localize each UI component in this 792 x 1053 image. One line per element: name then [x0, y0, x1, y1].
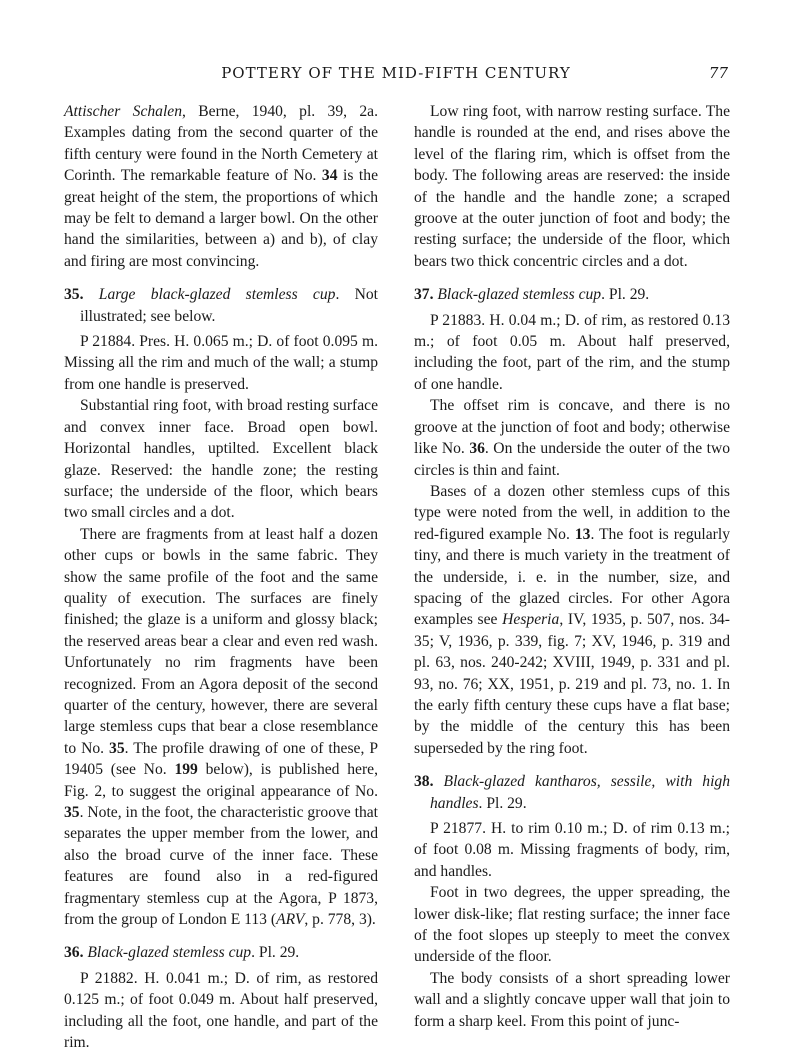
text-span: There are fragments from at least half a dozen other cups or bowls in the same fabric. They show the same profile of the foot and the same quality of execution. The surfaces are finely finished; the glaze is a uniform and glossy black; the reserved areas bear a clear and even red wash. Unfortunately no rim fragments have been recognized. From an Agora deposit of the second quarter of the century, however, there are several large stemless cups that bear a close resemblance to No.	[64, 525, 378, 757]
citation-title: Hesperia	[502, 611, 560, 629]
catalogue-ref: 13	[574, 525, 591, 543]
entry-number: 35.	[64, 286, 84, 304]
text-span: , IV, 1935, p. 507, nos. 34-35; V, 1936, p. 339, fig. 7; XV, 1946, p. 319 and pl. 63, nos. 240-242; XVIII, 1949, p. 331 and pl. 93, no. 76; XX, 1951, p. 219 and pl. 73, no. 1. In the early fifth century these cups have a flat base; by the middle of the century this has been superseded by the ring foot.	[414, 611, 730, 757]
entry-plate: . Pl. 29.	[601, 286, 650, 304]
text-span: Bases of a dozen other stemless cups of this type were noted from the well, in addition to the red-figured example No.	[414, 482, 730, 543]
entry-title: Black-glazed stemless cup	[87, 944, 252, 962]
entry-plate: . Pl. 29.	[251, 944, 300, 962]
running-title: POTTERY OF THE MID-FIFTH CENTURY	[221, 64, 571, 82]
entry-number: 36.	[64, 944, 84, 962]
text-span: is the great height of the stem, the proportions of which may be felt to demand a larger bowl. On the other hand the similarities, between a) and b), of clay and firing are most convincing.	[64, 167, 378, 270]
text-span: below), is published here, Fig. 2, to suggest the original appearance of No.	[64, 761, 378, 800]
paragraph: P 21877. H. to rim 0.10 m.; D. of rim 0.13 m.; of foot 0.08 m. Missing fragments of body, rim, and handles.	[414, 820, 730, 880]
text-span: . Note, in the foot, the characteristic groove that separates the upper member from the lower, and also the broad curve of the inner face. These features are found also in a red-figured fragmentary stemless cup at the Agora, P 1873, from the group of London E 113 (	[64, 804, 378, 929]
text-span: . The profile drawing of one of these, P 19405 (see No.	[64, 739, 378, 779]
citation-title: Attischer Schalen	[64, 103, 183, 120]
paragraph	[414, 481, 730, 759]
entry-title: Black-glazed kantharos, sessile, with high handles	[430, 773, 730, 812]
catalogue-entry-heading	[414, 771, 730, 814]
right-column	[414, 101, 730, 1032]
text-span: . On the underside the outer of the two circles is thin and faint.	[414, 440, 730, 479]
page-number: 77	[708, 64, 728, 82]
paragraph	[64, 101, 378, 272]
catalogue-ref: 34	[321, 167, 338, 185]
paragraph: The body consists of a short spreading lower wall and a slightly concave upper wall that join to form a sharp keel. From this point of junc-	[414, 969, 730, 1030]
text-span: , Berne, 1940, pl. 39, 2a. Examples dating from the second quarter of the fifth century were found in the North Cemetery at Corinth. The remarkable feature of No.	[64, 103, 378, 185]
text-span: , p. 778, 3).	[304, 911, 376, 929]
entry-plate: . Not illustrated; see below.	[80, 286, 378, 325]
entry-title: Large black-glazed stemless cup	[98, 286, 336, 304]
paragraph: P 21883. H. 0.04 m.; D. of rim, as restored 0.13 m.; of foot 0.05 m. About half preserved, including the foot, part of the rim, and the stump of one handle.	[414, 311, 730, 393]
entry-number: 37.	[414, 286, 434, 304]
paragraph	[414, 395, 730, 481]
catalogue-entry-heading	[64, 942, 378, 963]
text-span: . The foot is regularly tiny, and there is much variety in the treatment of the underside, i. e. in the number, size, and spacing of the glazed circles. For other Agora examples see	[414, 525, 730, 629]
catalogue-ref: 35	[64, 804, 80, 821]
entry-title: Black-glazed stemless cup	[437, 286, 602, 304]
citation-title: ARV	[276, 911, 305, 929]
paragraph: Low ring foot, with narrow resting surface. The handle is rounded at the end, and rises above the level of the flaring rim, which is offset from the body. The following areas are reserved: the inside of the handle and the handle zone; a scraped groove at the outer junction of foot and body; the resting surface; the underside of the floor, which bears two thick concentric circles and a dot.	[414, 103, 730, 270]
catalogue-entry-heading	[414, 284, 730, 305]
catalogue-ref: 35	[109, 739, 125, 757]
paragraph: P 21884. Pres. H. 0.065 m.; D. of foot 0.095 m. Missing all the rim and much of the wall; a stump from one handle is preserved.	[64, 333, 378, 393]
catalogue-ref: 199	[174, 761, 198, 779]
paragraph: Substantial ring foot, with broad resting surface and convex inner face. Broad open bowl. Horizontal handles, uptilted. Excellent black glaze. Reserved: the handle zone; the resting surface; the underside of the floor, which bears two small circles and a dot.	[64, 397, 378, 522]
paragraph: P 21882. H. 0.041 m.; D. of rim, as restored 0.125 m.; of foot 0.049 m. About half preserved, including all the foot, one handle, and part of the rim.	[64, 969, 378, 1052]
catalogue-entry-heading	[64, 284, 378, 327]
page-header	[64, 64, 728, 86]
entry-number: 38.	[414, 773, 434, 791]
entry-plate: . Pl. 29.	[478, 794, 527, 812]
paragraph	[64, 524, 378, 931]
paragraph: Foot in two degrees, the upper spreading, the lower disk-like; flat resting surface; the inner face of the foot slopes up steeply to meet the convex underside of the floor.	[414, 884, 730, 966]
left-column	[64, 101, 378, 1053]
catalogue-ref: 36	[469, 440, 485, 458]
text-span: The offset rim is concave, and there is no groove at the junction of foot and body; otherwise like No.	[414, 397, 730, 458]
